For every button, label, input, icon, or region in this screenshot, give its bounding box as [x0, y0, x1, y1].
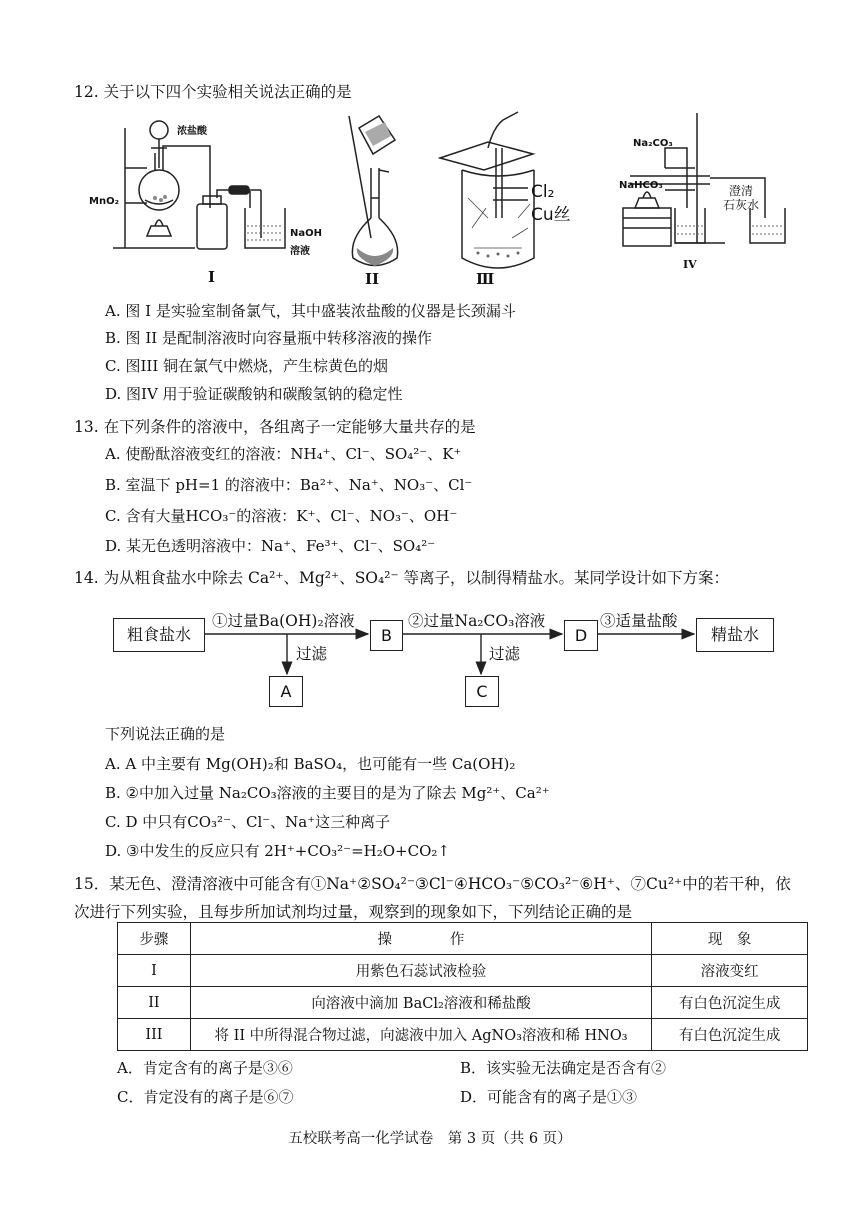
box-a: A — [269, 676, 303, 707]
box-refined-brine: 精盐水 — [696, 618, 774, 652]
header-operation: 操 作 — [190, 923, 651, 955]
box-b: B — [370, 620, 403, 651]
filter-1-label: 过滤 — [296, 645, 328, 663]
q15-option-b: B．该实验无法确定是否含有② — [460, 1059, 667, 1077]
q13-stem: 13. 在下列条件的溶液中，各组离子一定能够大量共存的是 — [74, 418, 476, 436]
q13-option-c: C. 含有大量HCO₃⁻的溶液：K⁺、Cl⁻、NO₃⁻、OH⁻ — [105, 507, 458, 525]
filter-2-label: 过滤 — [489, 645, 521, 663]
q14-option-b: B. ②中加入过量 Na₂CO₃溶液的主要目的是为了除去 Mg²⁺、Ca²⁺ — [105, 784, 550, 802]
step-3-label: ③适量盐酸 — [600, 612, 678, 630]
box-crude-brine: 粗食盐水 — [113, 618, 205, 652]
step-1-label: ①过量Ba(OH)₂溶液 — [212, 612, 355, 630]
cell-step: III — [118, 1019, 191, 1051]
q15-table — [117, 922, 808, 1051]
q12-option-a: A. 图 I 是实验室制备氯气，其中盛装浓盐酸的仪器是长颈漏斗 — [105, 302, 516, 320]
table-row — [118, 987, 808, 1019]
q13-option-b: B. 室温下 pH=1 的溶液中：Ba²⁺、Na⁺、NO₃⁻、Cl⁻ — [105, 476, 473, 494]
q13-option-a: A. 使酚酞溶液变红的溶液：NH₄⁺、Cl⁻、SO₄²⁻、K⁺ — [105, 445, 462, 463]
cell-phenomenon: 有白色沉淀生成 — [652, 987, 808, 1019]
q14-sub-stem: 下列说法正确的是 — [105, 725, 226, 743]
label-conc-hcl: 浓盐酸 — [177, 126, 207, 137]
q12-option-d: D. 图IV 用于验证碳酸钠和碳酸氢钠的稳定性 — [105, 385, 403, 403]
label-mno2: MnO₂ — [89, 196, 119, 207]
q12-option-c: C. 图III 铜在氯气中燃烧，产生棕黄色的烟 — [105, 357, 389, 375]
q15-option-a: A．肯定含有的离子是③⑥ — [117, 1059, 293, 1077]
label-nahco3: NaHCO₃ — [619, 180, 663, 191]
label-limewater-2: 石灰水 — [723, 198, 760, 212]
cell-operation: 向溶液中滴加 BaCl₂溶液和稀盐酸 — [190, 987, 651, 1019]
cell-operation: 用紫色石蕊试液检验 — [190, 955, 651, 987]
figure-2-caption: II — [365, 270, 380, 288]
label-solution: 溶液 — [290, 246, 310, 257]
box-d: D — [564, 620, 598, 651]
label-na2co3: Na₂CO₃ — [633, 138, 673, 149]
figure-3-caption: Ⅲ — [476, 270, 495, 288]
q15-stem-line-2: 次进行下列实验，且每步所加试剂均过量，观察到的现象如下，下列结论正确的是 — [74, 903, 633, 921]
page-footer: 五校联考高一化学试卷 第 3 页（共 6 页） — [288, 1131, 572, 1147]
q12-option-b: B. 图 II 是配制溶液时向容量瓶中转移溶液的操作 — [105, 329, 432, 347]
cell-phenomenon: 溶液变红 — [652, 955, 808, 987]
q15-option-c: C．肯定没有的离子是⑥⑦ — [117, 1088, 294, 1106]
q14-option-a: A. A 中主要有 Mg(OH)₂和 BaSO₄，也可能有一些 Ca(OH)₂ — [105, 755, 516, 773]
cell-step: II — [118, 987, 191, 1019]
step-2-label: ②过量Na₂CO₃溶液 — [408, 612, 546, 630]
header-phenomenon: 现 象 — [652, 923, 808, 955]
label-cl2: Cl₂ — [531, 182, 555, 202]
header-step: 步骤 — [118, 923, 191, 955]
label-cu-wire: Cu丝 — [531, 205, 571, 225]
table-header-row — [118, 923, 808, 955]
q14-stem: 14. 为从粗食盐水中除去 Ca²⁺、Mg²⁺、SO₄²⁻ 等离子，以制得精盐水。某同学设计如下方案： — [74, 569, 730, 587]
q15-stem-line-1: 15．某无色、澄清溶液中可能含有①Na⁺②SO₄²⁻③Cl⁻④HCO₃⁻⑤CO₃²⁻⑥H⁺、⑦Cu²⁺中的若干种，依 — [74, 875, 791, 893]
cell-step: I — [118, 955, 191, 987]
table-row — [118, 955, 808, 987]
table-row — [118, 1019, 808, 1051]
label-limewater-1: 澄清 — [729, 184, 754, 198]
q12-stem: 12. 关于以下四个实验相关说法正确的是 — [74, 83, 352, 101]
q14-option-d: D. ③中发生的反应只有 2H⁺+CO₃²⁻=H₂O+CO₂↑ — [105, 842, 450, 860]
q14-option-c: C. D 中只有CO₃²⁻、Cl⁻、Na⁺这三种离子 — [105, 813, 391, 831]
q15-option-d: D．可能含有的离子是①③ — [460, 1088, 638, 1106]
box-c: C — [465, 676, 499, 707]
label-naoh: NaOH — [290, 228, 322, 239]
figure-4-caption: IV — [683, 258, 697, 271]
cell-operation: 将 II 中所得混合物过滤，向滤液中加入 AgNO₃溶液和稀 HNO₃ — [190, 1019, 651, 1051]
q13-option-d: D. 某无色透明溶液中：Na⁺、Fe³⁺、Cl⁻、SO₄²⁻ — [105, 537, 436, 555]
figure-1-caption: I — [208, 268, 216, 286]
cell-phenomenon: 有白色沉淀生成 — [652, 1019, 808, 1051]
